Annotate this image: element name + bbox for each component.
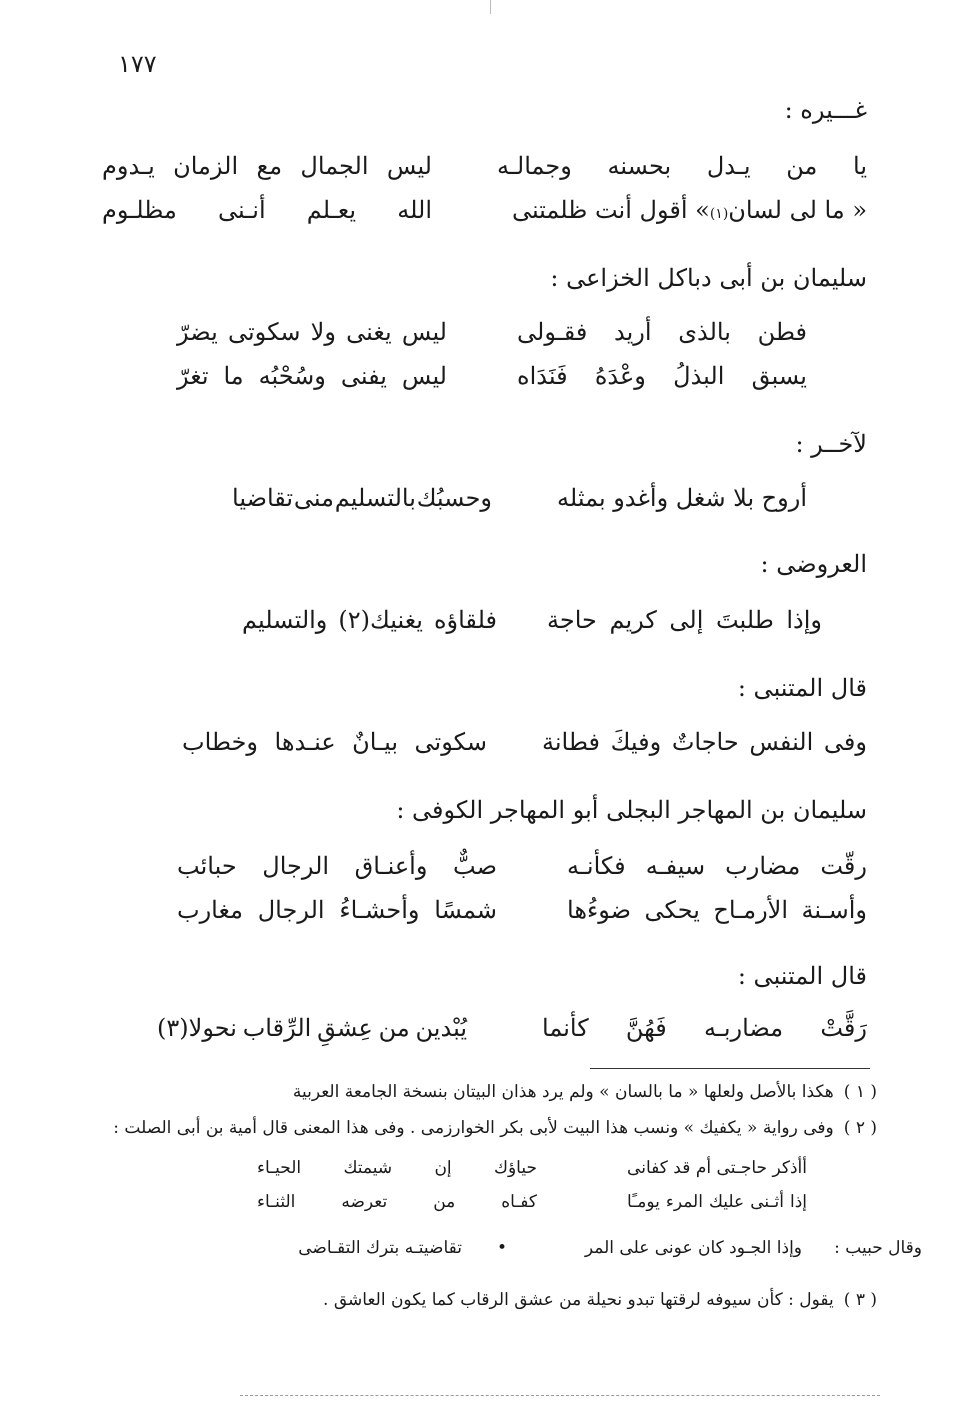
verse-first-hemistich xyxy=(517,362,807,390)
bottom-rule xyxy=(240,1395,880,1397)
word: وفى xyxy=(823,728,867,756)
word: أأذكر xyxy=(772,1158,807,1178)
word: شيمتك xyxy=(343,1158,393,1178)
word: كفـاه xyxy=(501,1192,537,1212)
word: وأحشـاءُ xyxy=(339,896,420,924)
word: مضاربـه xyxy=(703,1014,784,1042)
word: يُبْدين xyxy=(415,1014,467,1042)
verse-second-hemistich xyxy=(242,606,497,634)
verse-second-hemistich xyxy=(182,728,487,756)
word: يحكى xyxy=(644,896,700,924)
word: بحسنه xyxy=(607,152,672,180)
word: رَقَّتْ xyxy=(820,1014,867,1042)
word: إلى xyxy=(669,606,704,634)
footnote-1 xyxy=(293,1082,877,1102)
word: النفس xyxy=(749,728,814,756)
verse-second-hemistich xyxy=(177,362,447,390)
section-heading: العروضى : xyxy=(760,550,867,578)
word: بلا xyxy=(733,484,755,512)
word: مغارب xyxy=(177,896,243,924)
word: يعـلم xyxy=(306,196,357,224)
footnote-text: يقول : كأن سيوفه لرقتها تبدو نحيلة من عشق الرقاب كما يكون العاشق . xyxy=(323,1290,834,1310)
word: حاجـتى xyxy=(716,1158,768,1178)
word: ليس xyxy=(386,152,432,180)
word: من xyxy=(378,1014,410,1042)
word: وأغدو xyxy=(613,484,669,512)
word: مظلـوم xyxy=(102,196,177,224)
word: كأنما xyxy=(542,1014,589,1042)
word: وفيكَ xyxy=(610,728,662,756)
word: إذا xyxy=(789,1192,807,1212)
word: حبائب xyxy=(177,852,237,880)
word: يـدوم xyxy=(102,152,155,180)
footnote-habib-separator: • xyxy=(496,1238,507,1258)
word: رقّت xyxy=(820,852,867,880)
word: الثنـاء xyxy=(257,1192,296,1212)
word: يا xyxy=(853,152,867,180)
word: منى xyxy=(293,484,334,512)
word: فكأنـه xyxy=(567,852,626,880)
word: إن xyxy=(434,1158,452,1178)
word: بمثله xyxy=(557,484,606,512)
word: مع xyxy=(256,152,283,180)
word: عليك xyxy=(708,1192,745,1212)
word: كريم xyxy=(609,606,657,634)
word: تقاضيا xyxy=(232,484,294,512)
footnote-ref: (١) xyxy=(709,206,729,222)
footnote-rule xyxy=(590,1068,870,1069)
word: فطن xyxy=(757,318,807,346)
word: الأرمـاح xyxy=(713,896,789,924)
word: يغنيك(٢) xyxy=(338,606,423,634)
word: فلقاؤه xyxy=(433,606,497,634)
word: شغل xyxy=(675,484,726,512)
word: الله xyxy=(397,196,432,224)
word: ليس xyxy=(401,318,447,346)
word: وخطاب xyxy=(182,728,259,756)
word: كفانى xyxy=(627,1158,668,1178)
footnote-number: ( ٢ ) xyxy=(843,1118,877,1138)
word: سكوتى xyxy=(227,318,301,346)
verse-first-hemistich xyxy=(542,1014,867,1042)
word: حاجة xyxy=(547,606,597,634)
verse-first-hemistich xyxy=(557,484,807,512)
word: يضرّ xyxy=(177,318,218,346)
section-heading: سليمان بن أبى دباكل الخزاعى : xyxy=(550,264,867,292)
word: ولا xyxy=(310,318,336,346)
word: قد xyxy=(673,1158,691,1178)
word: وأسـنة xyxy=(801,896,867,924)
footnote-number: ( ١ ) xyxy=(843,1082,877,1102)
footnote-number: ( ٣ ) xyxy=(843,1290,877,1310)
word: الرجال xyxy=(262,852,330,880)
word: فطانة xyxy=(542,728,601,756)
footnote-text: وفى رواية « يكفيك » ونسب هذا البيت لأبى بكر الخوارزمى . وفى هذا المعنى قال أمية بن أبى الصلت : xyxy=(113,1118,834,1138)
verse-second-hemistich xyxy=(102,196,432,224)
word: نحولا(٣) xyxy=(157,1014,237,1042)
footnote-text: هكذا بالأصل ولعلها « ما بالسان » ولم يرد هذان البيتان بنسخة الجامعة العربية xyxy=(292,1082,834,1102)
section-heading: سليمان بن المهاجر البجلى أبو المهاجر الكوفى : xyxy=(396,796,867,824)
word: تغرّ xyxy=(177,362,209,390)
footnote-habib-speaker: وقال حبيب : xyxy=(834,1238,922,1258)
word: ما xyxy=(223,362,244,390)
word: فقـولى xyxy=(517,318,588,346)
section-heading: لآخــر : xyxy=(795,430,867,458)
word: من xyxy=(433,1192,456,1212)
word: والتسليم xyxy=(242,606,328,634)
verse-first-hemistich xyxy=(567,896,867,924)
page-number: ١٧٧ xyxy=(118,50,157,78)
section-heading: قال المتنبى : xyxy=(737,674,867,702)
word: المرء xyxy=(665,1192,703,1212)
section-heading: غـــيره : xyxy=(784,96,867,124)
word: مضارب xyxy=(725,852,801,880)
word: أم xyxy=(695,1158,712,1178)
word: صبٌّ xyxy=(453,852,497,880)
word: يغنى xyxy=(346,318,392,346)
word: ليس xyxy=(401,362,447,390)
verse-first-hemistich xyxy=(497,196,867,224)
word: وأعنـاق xyxy=(354,852,428,880)
footnote-verse-second xyxy=(257,1192,537,1212)
footnote-verse-second xyxy=(257,1158,537,1178)
verse-first-hemistich xyxy=(547,606,822,634)
word: وحسبُك xyxy=(416,484,492,512)
word: » أقول أنت ظلمتنى xyxy=(511,196,710,224)
verse-first-hemistich xyxy=(542,728,867,756)
footnote-3 xyxy=(323,1290,877,1310)
verse-second-hemistich xyxy=(177,318,447,346)
word: وعْدَهُ xyxy=(594,362,646,390)
word: يفنى xyxy=(340,362,387,390)
word: عِشقِ xyxy=(317,1014,373,1042)
word: فَنَدَاه xyxy=(517,362,568,390)
footnote-verse-first xyxy=(627,1192,807,1212)
footnote-verse-first xyxy=(627,1158,807,1178)
verse-second-hemistich xyxy=(232,484,492,512)
footnote-habib-second: تقاضيتـه بترك التقـاضى xyxy=(298,1238,462,1258)
verse-second-hemistich xyxy=(157,1014,467,1042)
word: يـدل xyxy=(706,152,751,180)
verse-first-hemistich xyxy=(517,318,807,346)
word: أروح xyxy=(761,484,807,512)
footnote-2 xyxy=(113,1118,877,1138)
word: شمسًا xyxy=(434,896,497,924)
word: سكوتى xyxy=(414,728,487,756)
word: حاجاتٌ xyxy=(671,728,739,756)
section-heading: قال المتنبى : xyxy=(737,962,867,990)
word: الرجال xyxy=(257,896,325,924)
top-rule xyxy=(490,0,491,14)
word: فَهُنَّ xyxy=(625,1014,667,1042)
word: أنـنى xyxy=(217,196,266,224)
word: بيـانٌ xyxy=(352,728,399,756)
word: البذلُ xyxy=(673,362,725,390)
verse-first-hemistich xyxy=(567,852,867,880)
word: سيفـه xyxy=(645,852,706,880)
word: يومـًا xyxy=(627,1192,660,1212)
word: وإذا xyxy=(786,606,822,634)
verse-second-hemistich xyxy=(177,852,497,880)
word: الرِّقاب xyxy=(242,1014,312,1042)
word: ضوءُها xyxy=(567,896,632,924)
word: الحيـاء xyxy=(257,1158,302,1178)
word: الجمال xyxy=(300,152,369,180)
word: وجمالـه xyxy=(497,152,572,180)
word: طلبتَ xyxy=(715,606,774,634)
word: بالذى xyxy=(678,318,731,346)
word: الزمان xyxy=(173,152,239,180)
footnote-habib-first: وإذا الجـود كان عونى على المر xyxy=(584,1238,802,1258)
word: « ما لى لسان xyxy=(728,196,867,224)
word: من xyxy=(786,152,818,180)
verse-first-hemistich xyxy=(497,152,867,180)
word: حياؤك xyxy=(493,1158,537,1178)
word: وسُحْبُه xyxy=(258,362,326,390)
word: بالتسليم xyxy=(334,484,416,512)
verse-second-hemistich xyxy=(177,896,497,924)
verse-second-hemistich xyxy=(102,152,432,180)
word: أثـنى xyxy=(750,1192,784,1212)
word: أريد xyxy=(614,318,652,346)
word: يسبق xyxy=(751,362,807,390)
word: تعرضه xyxy=(341,1192,388,1212)
word: عنـدها xyxy=(274,728,336,756)
